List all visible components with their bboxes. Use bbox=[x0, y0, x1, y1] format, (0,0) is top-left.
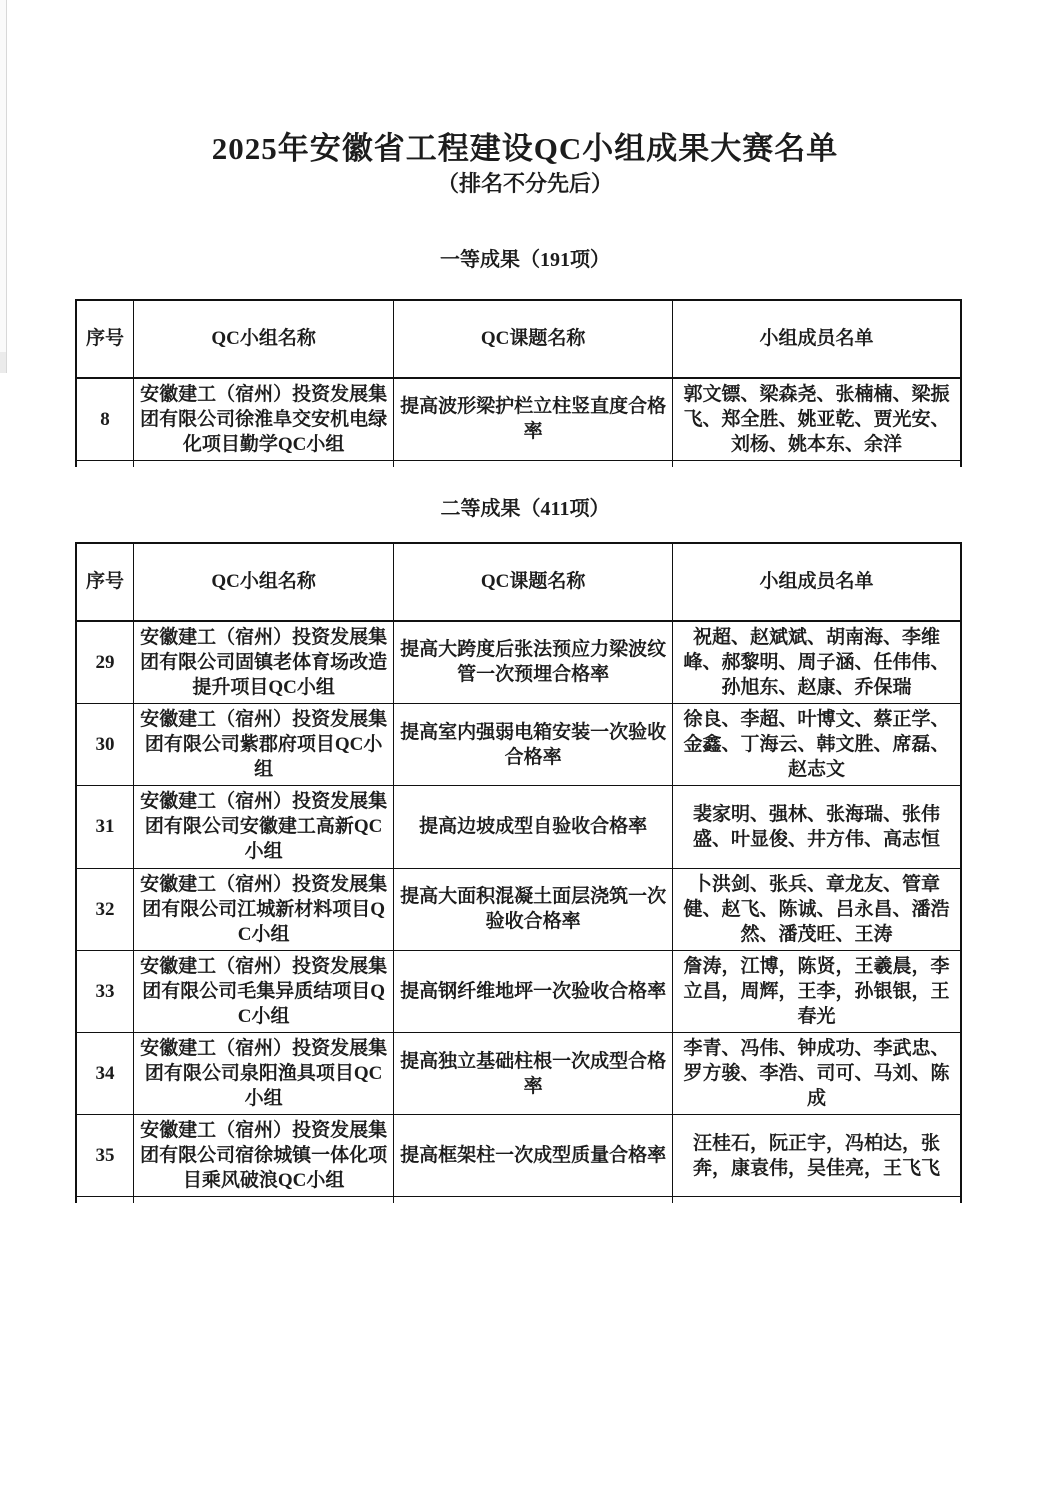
topic-cell: 提高大跨度后张法预应力梁波纹管一次预埋合格率 bbox=[394, 621, 673, 704]
topic-cell: 提高独立基础柱根一次成型合格率 bbox=[394, 1032, 673, 1114]
members-cell: 詹涛，江博，陈贤，王羲晨，李立昌，周辉，王李，孙银银，王春光 bbox=[672, 950, 961, 1032]
group-name-cell: 安徽建工（宿州）投资发展集团有限公司固镇老体育场改造提升项目QC小组 bbox=[134, 621, 394, 704]
page-edge-strip bbox=[0, 0, 7, 373]
members-cell: 裴家明、强林、张海瑞、张伟盛、叶显俊、井方伟、高志恒 bbox=[672, 786, 961, 868]
topic-cell: 提高钢纤维地坪一次验收合格率 bbox=[394, 950, 673, 1032]
group-name-cell: 安徽建工（宿州）投资发展集团有限公司紫郡府项目QC小组 bbox=[134, 704, 394, 786]
column-header-group-name: QC小组名称 bbox=[134, 543, 394, 621]
group-name-cell: 安徽建工（宿州）投资发展集团有限公司泉阳渔具项目QC小组 bbox=[134, 1032, 394, 1114]
topic-cell: 提高室内强弱电箱安装一次验收合格率 bbox=[394, 704, 673, 786]
table-row bbox=[76, 1032, 961, 1114]
results-table-second-class bbox=[75, 542, 962, 1204]
table-row bbox=[76, 378, 961, 461]
cropped-row-sliver bbox=[76, 460, 961, 467]
table-header-row bbox=[76, 543, 961, 621]
topic-cell: 提高框架柱一次成型质量合格率 bbox=[394, 1115, 673, 1197]
members-cell: 卜洪剑、张兵、章龙友、管章健、赵飞、陈诚、吕永昌、潘浩然、潘茂旺、王涛 bbox=[672, 868, 961, 950]
topic-cell: 提高大面积混凝土面层浇筑一次验收合格率 bbox=[394, 868, 673, 950]
group-name-cell: 安徽建工（宿州）投资发展集团有限公司徐淮阜交安机电绿化项目勤学QC小组 bbox=[134, 378, 394, 461]
column-header-members: 小组成员名单 bbox=[672, 300, 961, 378]
column-header-members: 小组成员名单 bbox=[672, 543, 961, 621]
row-no-cell: 31 bbox=[76, 786, 134, 868]
row-no-cell: 35 bbox=[76, 1115, 134, 1197]
members-cell: 徐良、李超、叶博文、蔡正学、金鑫、丁海云、韩文胜、席磊、赵志文 bbox=[672, 704, 961, 786]
group-name-cell: 安徽建工（宿州）投资发展集团有限公司安徽建工高新QC小组 bbox=[134, 786, 394, 868]
table-row bbox=[76, 950, 961, 1032]
topic-cell: 提高边坡成型自验收合格率 bbox=[394, 786, 673, 868]
row-no-cell: 33 bbox=[76, 950, 134, 1032]
row-no-cell: 30 bbox=[76, 704, 134, 786]
members-cell: 李青、冯伟、钟成功、李武忠、罗方骏、李浩、司可、马刘、陈成 bbox=[672, 1032, 961, 1114]
table-row bbox=[76, 868, 961, 950]
column-header-no: 序号 bbox=[76, 543, 134, 621]
members-cell: 汪桂石，阮正宇，冯柏达，张奔，康袁伟，吴佳亮，王飞飞 bbox=[672, 1115, 961, 1197]
row-no-cell: 32 bbox=[76, 868, 134, 950]
table-row bbox=[76, 621, 961, 704]
members-cell: 祝超、赵斌斌、胡南海、李维峰、郝黎明、周子涵、任伟伟、孙旭东、赵康、乔保瑞 bbox=[672, 621, 961, 704]
results-table-first-class bbox=[75, 299, 962, 467]
page-subtitle: （排名不分先后） bbox=[436, 171, 613, 197]
column-header-topic-name: QC课题名称 bbox=[394, 300, 673, 378]
section-heading-first-class: 一等成果（191项） bbox=[440, 248, 610, 271]
page-title: 2025年安徽省工程建设QC小组成果大赛名单 bbox=[211, 131, 839, 166]
section-heading-second-class: 二等成果（411项） bbox=[440, 497, 610, 520]
page-edge-strip-tail bbox=[0, 352, 6, 373]
members-cell: 郭文镖、梁森尧、张楠楠、梁振飞、郑全胜、姚亚乾、贾光安、刘杨、姚本东、余洋 bbox=[672, 378, 961, 461]
table-row bbox=[76, 1115, 961, 1197]
row-no-cell: 8 bbox=[76, 378, 134, 461]
row-no-cell: 29 bbox=[76, 621, 134, 704]
topic-cell: 提高波形梁护栏立柱竖直度合格率 bbox=[394, 378, 673, 461]
group-name-cell: 安徽建工（宿州）投资发展集团有限公司毛集异质结项目QC小组 bbox=[134, 950, 394, 1032]
cropped-row-sliver bbox=[76, 1197, 961, 1204]
column-header-group-name: QC小组名称 bbox=[134, 300, 394, 378]
group-name-cell: 安徽建工（宿州）投资发展集团有限公司宿徐城镇一体化项目乘风破浪QC小组 bbox=[134, 1115, 394, 1197]
table-row bbox=[76, 786, 961, 868]
table-row bbox=[76, 704, 961, 786]
column-header-no: 序号 bbox=[76, 300, 134, 378]
group-name-cell: 安徽建工（宿州）投资发展集团有限公司江城新材料项目QC小组 bbox=[134, 868, 394, 950]
row-no-cell: 34 bbox=[76, 1032, 134, 1114]
table-header-row bbox=[76, 300, 961, 378]
column-header-topic-name: QC课题名称 bbox=[394, 543, 673, 621]
